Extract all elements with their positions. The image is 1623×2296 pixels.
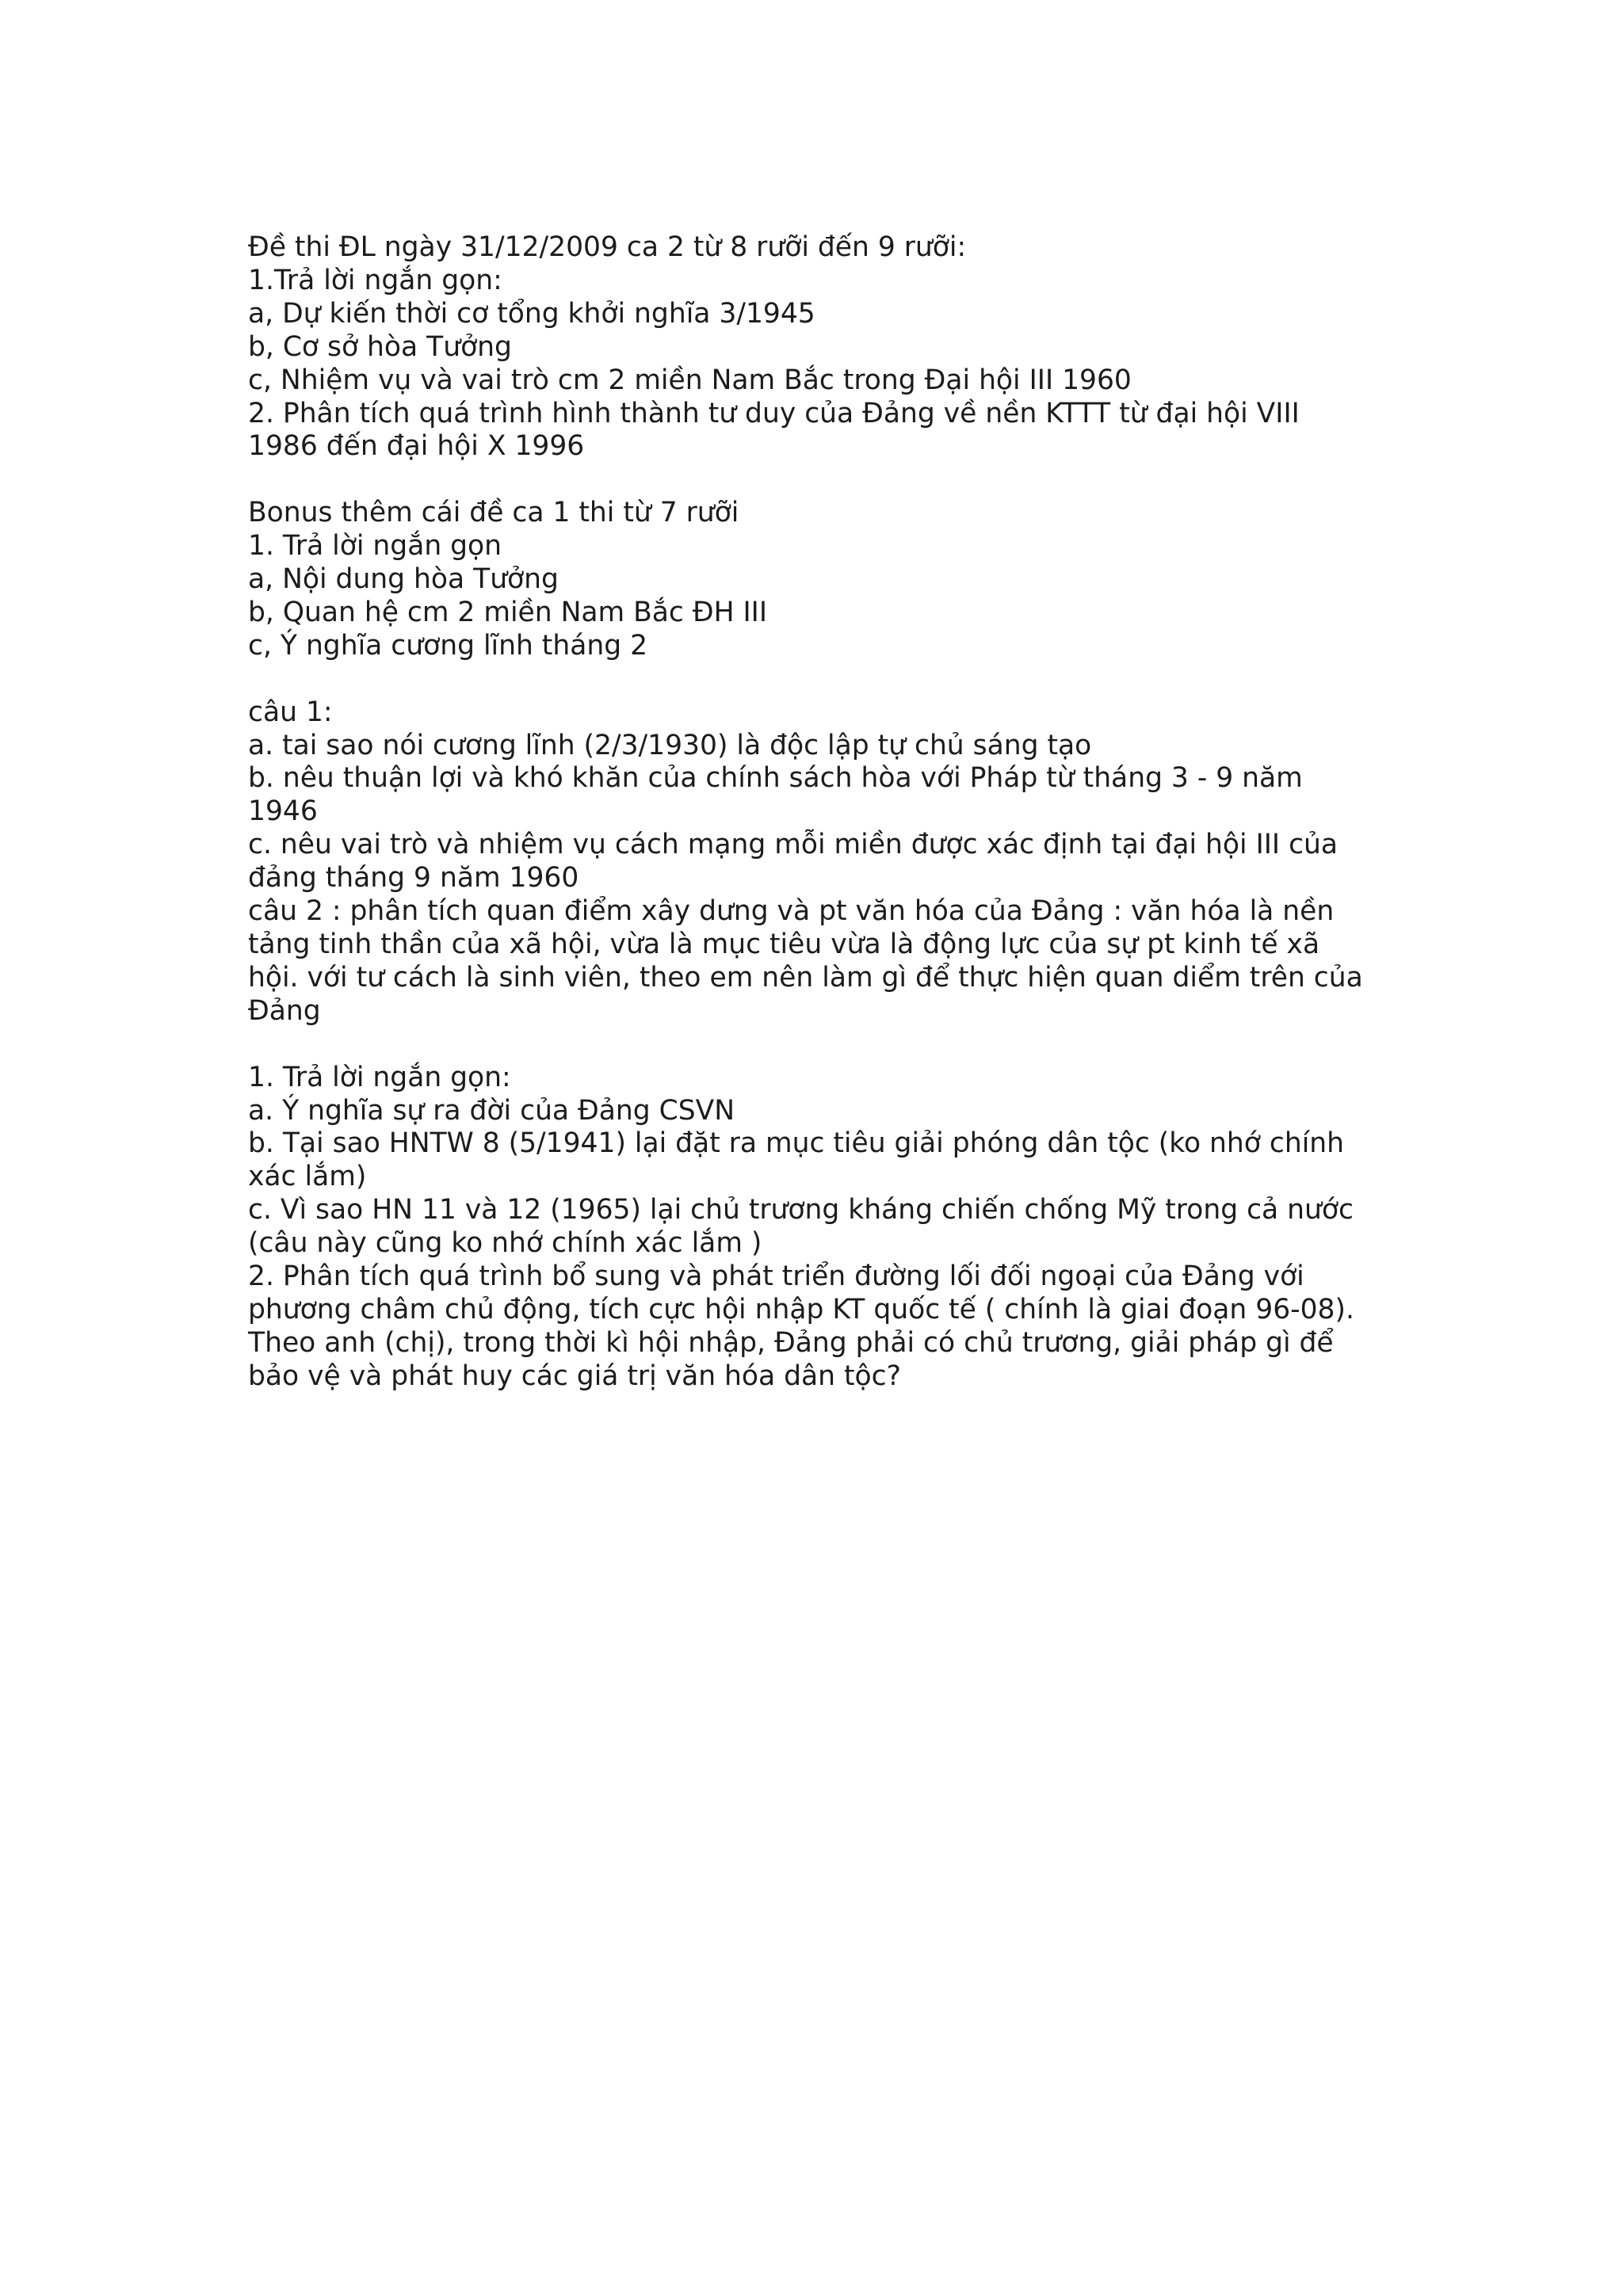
document-body — [248, 231, 1413, 1394]
text-line: 1. Trả lời ngắn gọn: — [248, 1061, 511, 1093]
text-line: b. Tại sao HNTW 8 (5/1941) lại đặt ra mục tiêu giải phóng dân tộc (ko nhớ chính — [248, 1127, 1345, 1160]
text-line: a. tai sao nói cương lĩnh (2/3/1930) là độc lập tự chủ sáng tạo — [248, 729, 1092, 761]
text-line: phương châm chủ động, tích cực hội nhập KT quốc tế ( chính là giai đoạn 96-08). — [248, 1293, 1354, 1325]
text-line: câu 2 : phân tích quan điểm xây dưng và pt văn hóa của Đảng : văn hóa là nền — [248, 895, 1335, 928]
text-line: c. nêu vai trò và nhiệm vụ cách mạng mỗi miền được xác định tại đại hội III của — [248, 829, 1338, 861]
text-line: (câu này cũng ko nhớ chính xác lắm ) — [248, 1227, 762, 1260]
paragraph-spacer — [248, 1028, 1413, 1062]
text-line: xác lắm) — [248, 1161, 367, 1193]
paragraph-spacer — [248, 463, 1413, 497]
exam-section-4 — [248, 1062, 1413, 1394]
text-line: 1986 đến đại hội X 1996 — [248, 430, 585, 463]
text-line: 1. Trả lời ngắn gọn — [248, 530, 502, 563]
text-line: 1.Trả lời ngắn gọn: — [248, 264, 502, 296]
text-line: a, Nội dung hòa Tưởng — [248, 563, 559, 596]
exam-section-2 — [248, 497, 1413, 663]
text-line: Theo anh (chị), trong thời kì hội nhập, Đảng phải có chủ trương, giải pháp gì để — [248, 1326, 1334, 1359]
text-line: a. Ý nghĩa sự ra đời của Đảng CSVN — [248, 1094, 735, 1127]
exam-section-1 — [248, 231, 1413, 463]
text-line: a, Dự kiến thời cơ tổng khởi nghĩa 3/1945 — [248, 297, 815, 330]
text-line: Bonus thêm cái đề ca 1 thi từ 7 rưỡi — [248, 497, 739, 529]
text-line: Đề thi ĐL ngày 31/12/2009 ca 2 từ 8 rưỡi đến 9 rưỡi: — [248, 231, 967, 263]
text-line: b, Cơ sở hòa Tưởng — [248, 330, 512, 363]
text-line: b, Quan hệ cm 2 miền Nam Bắc ĐH III — [248, 596, 768, 628]
text-line: c, Ý nghĩa cương lĩnh tháng 2 — [248, 629, 648, 662]
text-line: 1946 — [248, 795, 318, 828]
text-line: c, Nhiệm vụ và vai trò cm 2 miền Nam Bắc trong Đại hội III 1960 — [248, 364, 1132, 396]
text-line: tảng tinh thần của xã hội, vừa là mục tiêu vừa là động lực của sự pt kinh tế xã — [248, 929, 1320, 960]
text-line: 2. Phân tích quá trình bổ sung và phát triển đường lối đối ngoại của Đảng với — [248, 1261, 1304, 1293]
text-line: câu 1: — [248, 696, 333, 728]
text-line: đảng tháng 9 năm 1960 — [248, 862, 579, 894]
text-line: bảo vệ và phát huy các giá trị văn hóa dân tộc? — [248, 1360, 901, 1392]
text-line: c. Vì sao HN 11 và 12 (1965) lại chủ trương kháng chiến chống Mỹ trong cả nước — [248, 1194, 1354, 1226]
text-line: hội. với tư cách là sinh viên, theo em nên làm gì để thực hiện quan diểm trên của — [248, 961, 1363, 994]
text-line: 2. Phân tích quá trình hình thành tư duy của Đảng về nền KTTT từ đại hội VIII — [248, 397, 1300, 429]
text-line: Đảng — [248, 994, 321, 1027]
text-line: b. nêu thuận lợi và khó khăn của chính sách hòa với Pháp từ tháng 3 - 9 năm — [248, 762, 1303, 795]
paragraph-spacer — [248, 663, 1413, 696]
exam-section-3 — [248, 696, 1413, 1028]
